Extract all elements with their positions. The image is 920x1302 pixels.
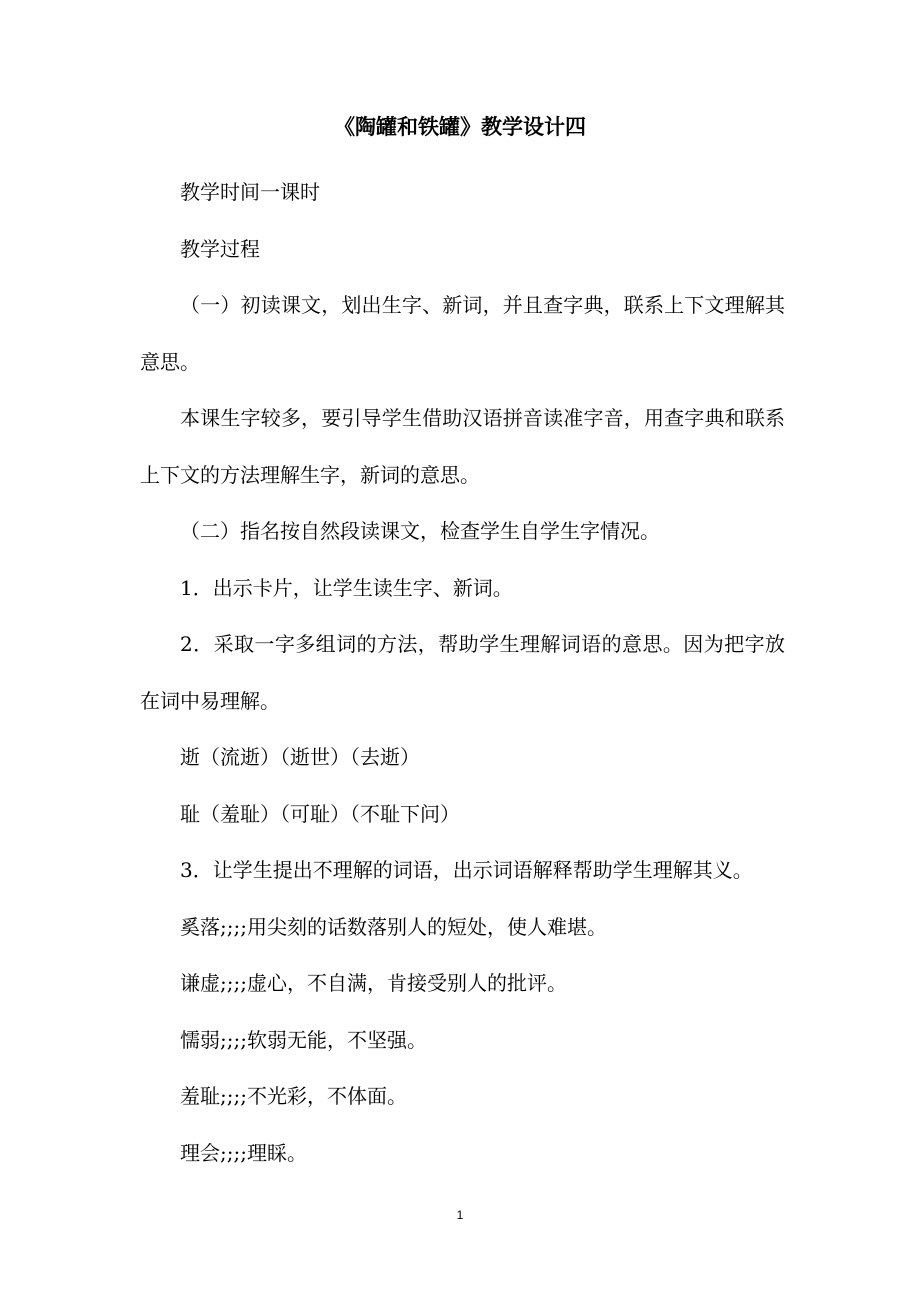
paragraph-definition-lihui: 理会;;;;理睬。 xyxy=(180,1140,307,1165)
paragraph-word-group-shi: 逝（流逝）（逝世）（去逝） xyxy=(180,745,420,769)
page-number: 1 xyxy=(456,1208,464,1222)
paragraph-step-one: （一）初读课文，划出生字、新词，并且查字典，联系上下文理解其意思。 xyxy=(140,293,785,374)
paragraph-teaching-time: 教学时间一课时 xyxy=(180,180,320,204)
paragraph-item-1: 1．出示卡片，让学生读生字、新词。 xyxy=(180,575,513,600)
paragraph-teaching-process: 教学过程 xyxy=(180,236,260,261)
paragraph-word-group-chi: 耻（羞耻）（可耻）（不耻下问） xyxy=(180,801,460,826)
paragraph-step-one-guidance: 本课生字较多，要引导学生借助汉语拼音读准字音，用查字典和联系上下文的方法理解生字，新词的意思。 xyxy=(140,406,785,487)
paragraph-step-two: （二）指名按自然段读课文，检查学生自学生字情况。 xyxy=(180,519,660,543)
paragraph-definition-xiluo: 奚落;;;;用尖刻的话数落别人的短处，使人难堪。 xyxy=(180,914,607,939)
paragraph-definition-xiuchi: 羞耻;;;;不光彩，不体面。 xyxy=(180,1084,407,1108)
document-title: 《陶罐和铁罐》教学设计四 xyxy=(334,114,586,139)
paragraph-definition-nuoruo: 懦弱;;;;软弱无能，不坚强。 xyxy=(180,1027,427,1052)
paragraph-item-2: 2．采取一字多组词的方法，帮助学生理解词语的意思。因为把字放在词中易理解。 xyxy=(140,632,785,713)
document-body xyxy=(140,164,785,1181)
paragraph-item-3: 3．让学生提出不理解的词语，出示词语解释帮助学生理解其义。 xyxy=(180,858,753,882)
paragraph-definition-qianxu: 谦虚;;;;虚心，不自满，肯接受别人的批评。 xyxy=(180,971,567,995)
